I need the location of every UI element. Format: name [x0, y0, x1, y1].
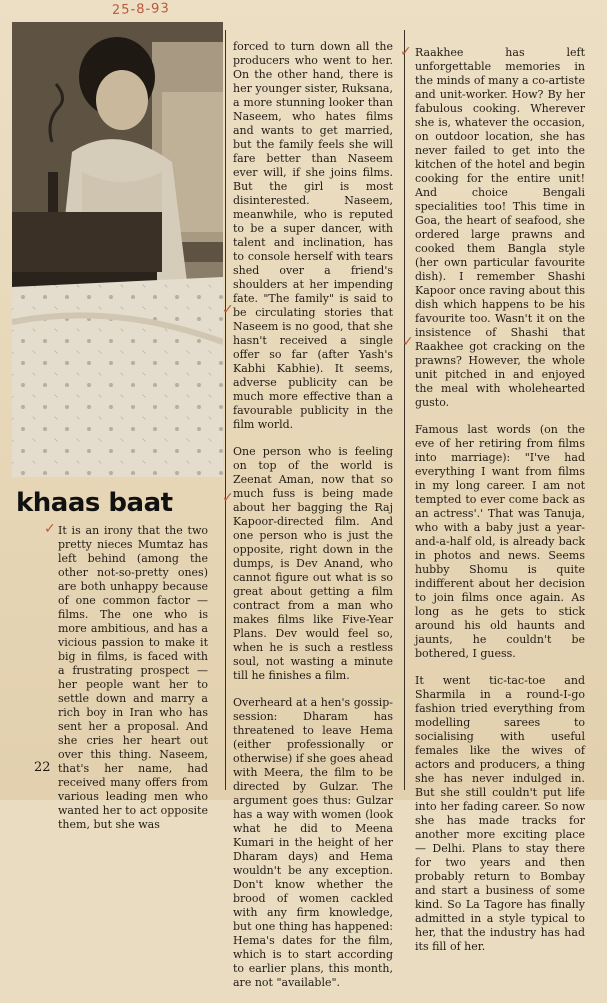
paragraph: Overheard at a hen's gossip-session: Dharam has threatened to leave Hema (either professionally or otherwise) if she goes ahead with Meera, the film to be directed by Gulzar. The argument goes thus: Gulzar has a way with women (look what he did to Meena Kumari in the height of her Dharam days) and Hema wouldn't be any exception. Don't know whether the brood of women cackled with any firm knowledge, but one thing has happened: Hema's dates for the film, which is to start according to earlier plans, this month, are not "available".	[233, 696, 393, 989]
column-2	[233, 40, 393, 1003]
page-number: 22	[34, 760, 51, 775]
column-rule-1	[225, 30, 226, 790]
paragraph: forced to turn down all the producers who went to her. On the other hand, there is her younger sister, Ruksana, a more stunning looker than Naseem, who hates films and wants to get married, but the family feels she will fare better than Naseem ever will, if she joins films. But the girl is most disinterested. Naseem, meanwhile, who is reputed to be a super dancer, with talent and inclination, has to console herself with tears shed over a friend's shoulders at her impending fate. "The family" is said to be circulating stories that Naseem is no good, that she hasn't received a single offer so far (after Yash's Kabhi Kabhie). It seems, adverse publicity can be much more effective than a favourable publicity in the film world.	[233, 40, 393, 431]
column-rule-2	[404, 30, 405, 790]
paragraph: Raakhee has left unforgettable memories in the minds of many a co-artiste and unit-worker. How? By her fabulous cooking. Wherever she is, whatever the occasion, on outdoor location, she has never failed to get into the kitchen of the hotel and begin cooking for the entire unit! And choice Bengali specialities too! This time in Goa, the heart of seafood, she ordered large prawns and cooked them Bangla style (her own particular favourite dish). I remember Shashi Kapoor once raving about this dish which happens to be his favourite too. Wasn't it on the insistence of Shashi that Raakhee got cracking on the prawns? However, the whole unit pitched in and enjoyed the meal with wholehearted gusto.	[415, 46, 585, 409]
check-mark-icon: ✓	[222, 490, 234, 506]
check-mark-icon: ✓	[402, 334, 414, 350]
check-mark-icon: ✓	[44, 521, 56, 537]
handwritten-date: 25-8-93	[111, 0, 170, 19]
section-headline: khaas baat	[16, 488, 173, 518]
photo-woman-seated	[12, 22, 223, 477]
paragraph: It went tic-tac-toe and Sharmila in a round-I-go fashion tried everything from modelling sarees to socialising with useful females like the wives of actors and producers, a thing she has never indulged in. But she still couldn't put life into her fading career. So now she has made tracks for another more exciting place — Delhi. Plans to stay there for two years and then probably return to Bombay and start a business of some kind. So La Tagore has finally admitted in a style typical to her, that the industry has had its fill of her.	[415, 674, 585, 953]
photo-illustration	[12, 22, 223, 477]
check-mark-icon: ✓	[222, 302, 234, 318]
paragraph: Famous last words (on the eve of her retiring from films into marriage): "I've had everything I want from films in my long career. I am not tempted to ever come back as an actress'.' That was Tanuja, who with a baby just a year-and-a-half old, is already back in photos and news. Seems hubby Shomu is quite indifferent about her decision to join films once again. As long as he gets to stick around his old haunts and jaunts, he couldn't be bothered, I guess.	[415, 423, 585, 660]
check-mark-icon: ✓	[400, 44, 412, 60]
column-1	[58, 524, 208, 845]
paragraph: One person who is feeling on top of the world is Zeenat Aman, now that so much fuss is being made about her bagging the Raj Kapoor-directed film. And one person who is just the opposite, right down in the dumps, is Dev Anand, who cannot figure out what is so great about getting a film contract from a man who makes films like Five-Year Plans. Dev would feel so, when he is such a restless soul, not wasting a minute till he finishes a film.	[233, 445, 393, 682]
paragraph: It is an irony that the two pretty nieces Mumtaz has left behind (among the other not-so-pretty ones) are both unhappy because of one common factor — films. The one who is more ambitious, and has a vicious passion to make it big in films, is faced with a frustrating prospect — her people want her to settle down and marry a rich boy in Iran who has sent her a proposal. And she cries her heart out over this thing. Naseem, that's her name, had received many offers from various leading men who wanted her to act opposite them, but she was	[58, 524, 208, 831]
column-3	[415, 46, 585, 967]
